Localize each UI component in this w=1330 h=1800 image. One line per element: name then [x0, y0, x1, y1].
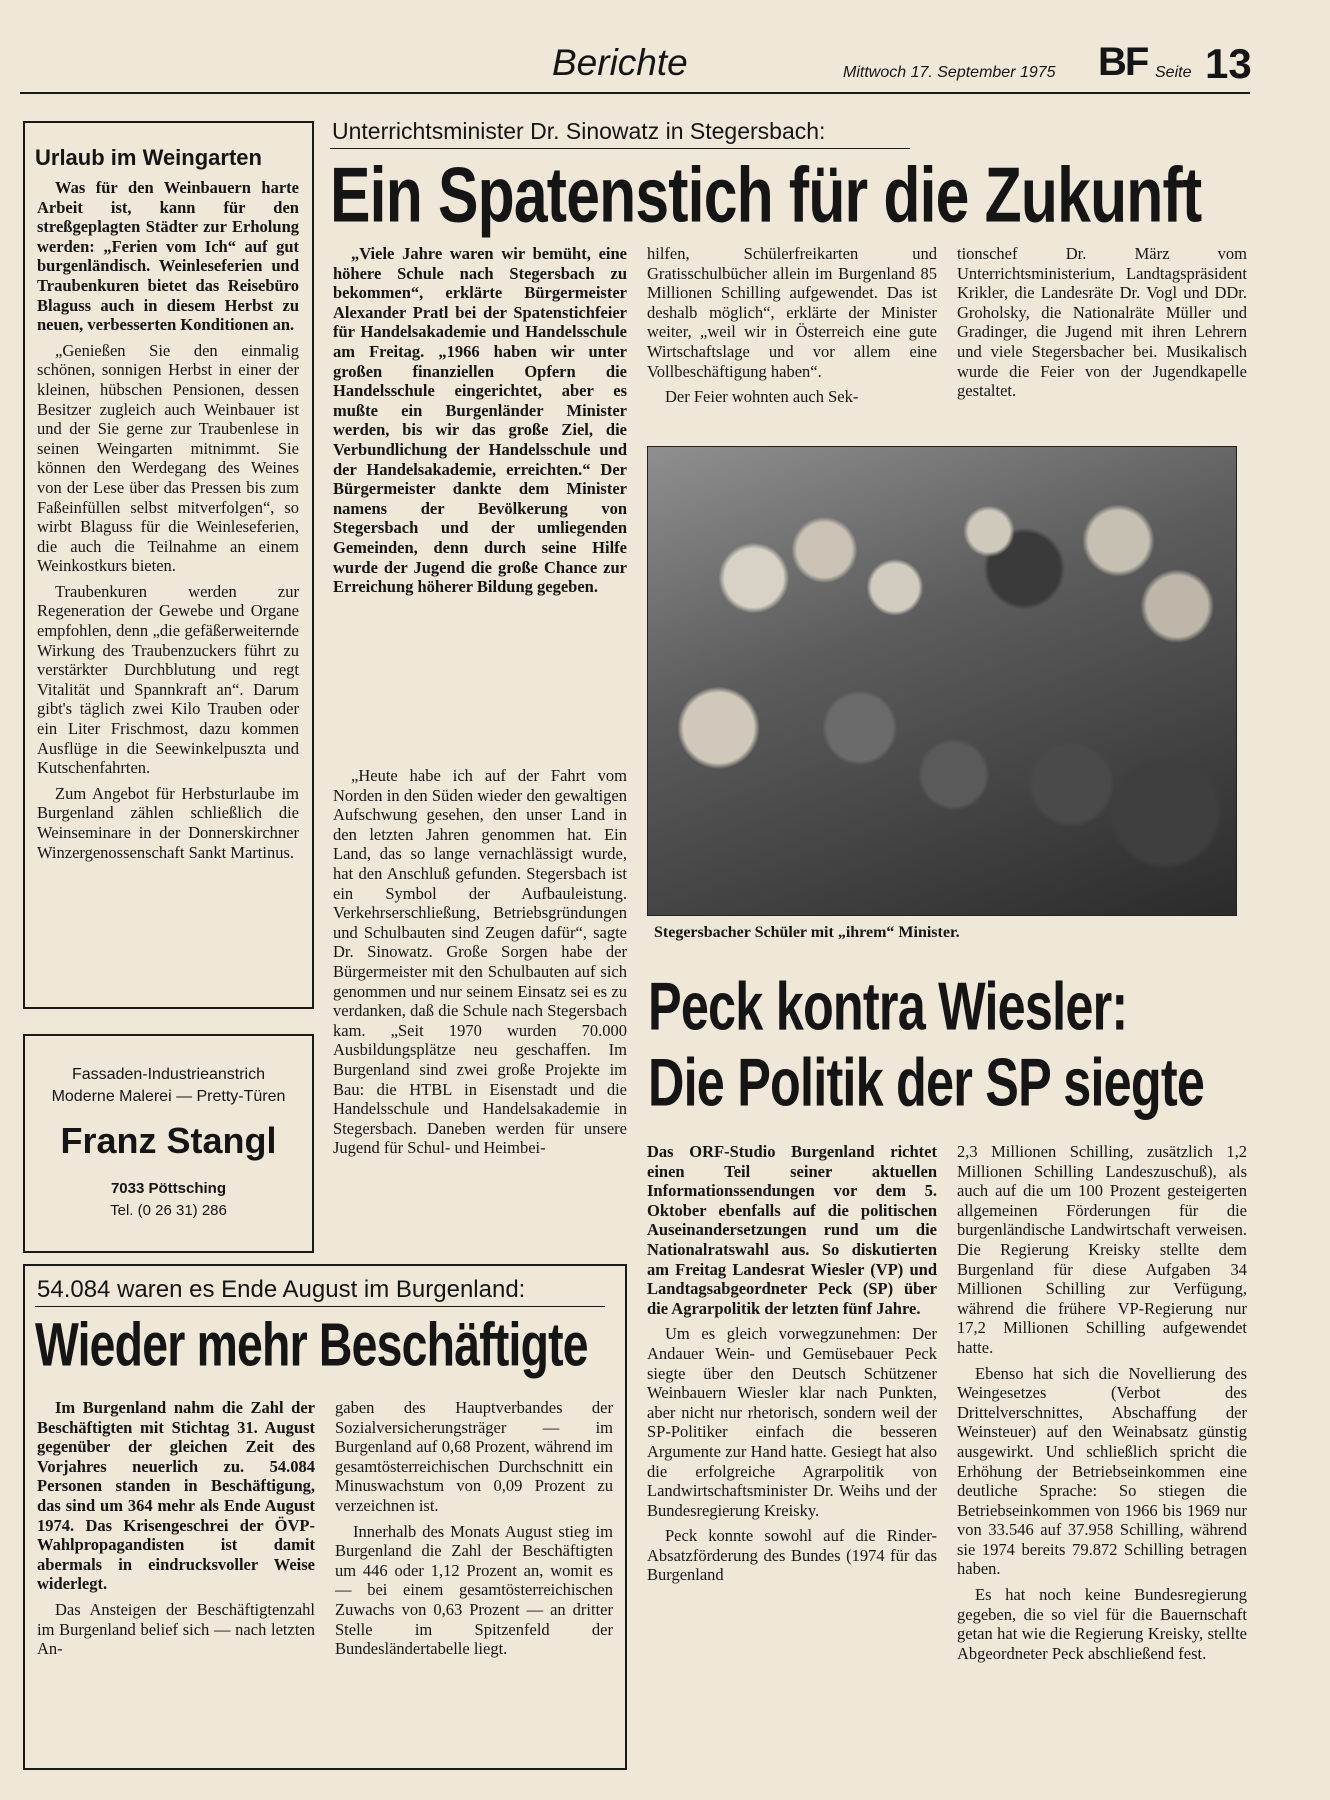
employment-col1-bold-paragraph: Im Burgenland nahm die Zahl der Beschäftigten mit Stichtag 31. August gegenüber der gleichen Zeit des Vorjahres neuerlich zu. 54.084 Personen standen in Beschäftigung, das sind um 364 mehr als Ende August 1974. Das Krisengeschrei der ÖVP-Wahlpropagandisten ist damit abermals in eindrucksvoller Weise widerlegt.	[37, 1398, 315, 1594]
sidebar-paragraph: „Genießen Sie den einmalig schönen, sonnigen Herbst in einer der kleinen, hübschen Pensionen, dessen Besitzer zugleich auch Weinbauer ist und der Sie gerne zur Traubenlese in seinen Weingarten mitnimmt. Sie können den Werdegang des Weines von der Lese über das Pressen bis zum Faßeinfüllen selbst mitverfolgen“, so wirbt Blaguss für die Weinleseferien, die auch die Teilnahme an einem Weinkostkurs bieten.	[37, 340, 299, 576]
page-header	[20, 30, 1250, 92]
main-col1-bold-paragraph: „Viele Jahre waren wir bemüht, eine höhere Schule nach Stegersbach zu bekommen“, erklärte Bürgermeister Alexander Pratl bei der Spatenstichfeier für Handelsakademie und Handelsschule am Freitag. „1966 haben wir unter großen finanziellen Opfern die Handelsschule eingerichtet, aber es mußte ein Burgenländer Minister werden, bis wir das große Ziel, die Verbundlichung der Handelsschule und der Handelsakademie, erreichten.“ Der Bürgermeister dankte dem Minister namens der Bevölkerung von Stegersbach und der umliegenden Gemeinden, denn durch seine Hilfe wurde der Jugend die große Chance zur Erreichung höherer Bildung gegeben.	[333, 244, 627, 597]
employment-headline: Wieder mehr Beschäftigte	[35, 1311, 588, 1380]
sidebar-article-title: Urlaub im Weingarten	[35, 145, 262, 170]
peck-col2-paragraph: 2,3 Millionen Schilling, zusätzlich 1,2 Millionen Schilling Landeszuschuß), als auch auf die um 100 Prozent gesteigerten allgemeinen Förderungen für die burgenländische Landwirtschaft verweisen. Die Regierung Kreisky stellte dem Burgenland für diese Aufgaben 34 Millionen Schilling zur Verfügung, während die frühere VP-Regierung nur 17,2 Millionen Schilling aufgewendet hatte.	[957, 1142, 1247, 1357]
page-number: 13	[1205, 40, 1252, 87]
sidebar-paragraph: Zum Angebot für Herbsturlaube im Burgenland zählen schließlich die Weinseminare in der Donnerskirchner Winzergenossenschaft Sankt Martinus.	[37, 783, 299, 862]
employment-kicker: 54.084 waren es Ende August im Burgenland:	[37, 1276, 526, 1303]
peck-col1-paragraph: Um es gleich vorwegzunehmen: Der Andauer Wein- und Gemüsebauer Peck siegte über den Deutsch Schützener Weinbauern Wiesler klar nach Punkten, aber nicht nur rhetorisch, sondern weil der SP-Politiker einfach die besseren Argumente zur Hand hatte. Gesiegt hat also die erfolgreiche Agrarpolitik von Landwirtschaftsminister Dr. Weihs und der Bundesregierung Kreisky.	[647, 1324, 937, 1520]
newspaper-logo: BF	[1098, 40, 1148, 84]
ad-line-2: Moderne Malerei — Pretty-Türen	[51, 1088, 286, 1105]
peck-article-col2	[957, 1142, 1247, 1669]
main-col2-paragraph: hilfen, Schülerfreikarten und Gratisschulbücher allein im Burgenland 85 Millionen Schilling aufgewendet. Das ist deshalb möglich“, erklärte der Minister weiter, „weil wir in Österreich eine gute Wirtschaftslage und vor allem eine Vollbeschäftigung haben“.	[647, 244, 937, 381]
employment-col2-paragraph: Innerhalb des Monats August stieg im Burgenland die Zahl der Beschäftigten um 446 oder 1,12 Prozent an, womit es — bei einem gesamtösterreichischen Zuwachs von 0,63 Prozent — an dritter Stelle im Spitzenfeld der Bundesländertabelle liegt.	[335, 1521, 613, 1659]
sidebar-paragraph: Was für den Weinbauern harte Arbeit ist, kann für den streßgeplagten Städter zur Erholung werden: „Ferien vom Ich“ auf gut burgenländisch. Weinleseferien und Traubenkuren bietet das Reisebüro Blaguss auch in diesem Herbst zu neuen, verbesserten Konditionen an.	[37, 178, 299, 335]
employment-col2	[335, 1398, 613, 1665]
peck-headline-line1: Peck kontra Wiesler:	[648, 969, 1128, 1045]
sidebar-article-body	[37, 178, 299, 868]
ad-phone: Tel. (0 26 31) 286	[110, 1202, 227, 1219]
photo-caption: Stegersbacher Schüler mit „ihrem“ Minister.	[654, 924, 960, 941]
main-article-col1	[333, 244, 627, 603]
ad-line-1: Fassaden-Industrieanstrich	[72, 1066, 265, 1083]
main-article-col3	[957, 244, 1247, 407]
peck-col2-paragraph: Ebenso hat sich die Novellierung des Weingesetzes (Verbot des Drittelverschnittes, Abschaffung der Weinsteuer) auf den Weinabsatz günstig ausgewirkt. Und schließlich spricht die Erhöhung der Betriebseinkommen eine deutliche Sprache: So stiegen die Betriebseinkommen von 1966 bis 1969 nur von 33.546 auf 37.958 Schilling, während sie 1974 bereits 79.872 Schilling betragen haben.	[957, 1363, 1247, 1579]
employment-kicker-underline	[35, 1306, 605, 1307]
peck-col1-bold-paragraph: Das ORF-Studio Burgenland richtet einen Teil seiner aktuellen Informationssendungen vor dem 5. Oktober ebenfalls auf die politischen Auseinandersetzungen rund um die Nationalratswahl aus. So diskutierten am Freitag Landesrat Wiesler (VP) und Landtagsabgeordneter Peck (SP) über die Agrarpolitik der letzten fünf Jahre.	[647, 1142, 937, 1318]
main-article-kicker: Unterrichtsminister Dr. Sinowatz in Stegersbach:	[332, 118, 826, 144]
main-article-col1-cont	[333, 766, 627, 1164]
advertisement	[23, 1034, 314, 1253]
ad-address: 7033 Pöttsching	[110, 1180, 227, 1197]
employment-col1-paragraph: Das Ansteigen der Beschäftigtenzahl im Burgenland belief sich — nach letzten An-	[37, 1599, 315, 1659]
header-rule	[20, 92, 1250, 94]
issue-date: Mittwoch 17. September 1975	[843, 64, 1056, 81]
employment-col1	[37, 1398, 315, 1665]
employment-article	[23, 1264, 627, 1770]
main-article-col2	[647, 244, 937, 413]
page-label: Seite	[1155, 64, 1192, 81]
main-col2-paragraph: Der Feier wohnten auch Sek-	[665, 387, 859, 407]
employment-col2-paragraph: gaben des Hauptverbandes der Sozialversicherungsträger — im Burgenland auf 0,68 Prozent, während im gesamtösterreichischen Durchschnitt ein Minuswachstum von 0,09 Prozent zu verzeichnen ist.	[335, 1398, 613, 1515]
sidebar-article	[23, 121, 314, 1009]
peck-col2-paragraph: Es hat noch keine Bundesregierung gegeben, die so viel für die Bauernschaft getan hat wie die Regierung Kreisky, stellte Abgeordneter Peck abschließend fest.	[957, 1585, 1247, 1663]
peck-article-col1	[647, 1142, 937, 1591]
ad-name: Franz Stangl	[60, 1120, 277, 1161]
peck-col1-paragraph: Peck konnte sowohl auf die Rinder-Absatzförderung des Bundes (1974 für das Burgenland	[647, 1526, 937, 1585]
main-col1-paragraph: „Heute habe ich auf der Fahrt vom Norden in den Süden wieder den gewaltigen Aufschwung gesehen, den unser Land in den letzten Jahren genommen hat. Ein Land, das so lange vernachlässigt wurde, hat den Anschluß gefunden. Stegersbach ist ein Symbol der Aufbauleistung. Verkehrserschließung, Betriebsgründungen und Schulbauten sind Zeugen dafür“, sagte Dr. Sinowatz. Große Sorgen habe der Bürgermeister mit den Schulbauten auf sich genommen und nur seinem Einsatz sei es zu verdanken, daß die Schule nach Stegersbach kam. „Seit 1970 wurden 70.000 Ausbildungsplätze neu geschaffen. Im Burgenland sind zwei große Projekte im Bau: die HTBL in Eisenstadt und die Handelsschule und Handelsakademie in Stegersbach. Daneben werden für unsere Jugend für Schul- und Heimbei-	[333, 766, 627, 1158]
kicker-underline	[330, 148, 910, 149]
news-photo	[647, 446, 1237, 916]
peck-headline-line2: Die Politik der SP siegte	[648, 1045, 1205, 1121]
main-article-headline: Ein Spatenstich für die Zukunft	[330, 151, 1202, 239]
sidebar-paragraph: Traubenkuren werden zur Regeneration der Gewebe und Organe empfohlen, denn „die gefäßerweiternde Wirkung des Traubenzuckers führt zu verstärkter Durchblutung und regt Vitalität und Spannkraft an“. Darum gibt's täglich zwei Kilo Trauben oder ein Liter Frischmost, dazu kommen Ausflüge in die Seewinkelpuszta und Kutschenfahrten.	[37, 581, 299, 778]
section-title: Berichte	[552, 42, 688, 83]
main-col3-paragraph: tionschef Dr. März vom Unterrichtsministerium, Landtagspräsident Krikler, die Landesräte Dr. Vogl und DDr. Groholsky, die Nationalräte Müller und Gradinger, die Jugend mit ihren Lehrern und viele Stegersbacher bei. Musikalisch wurde die Feier von der Jugendkapelle gestaltet.	[957, 244, 1247, 401]
